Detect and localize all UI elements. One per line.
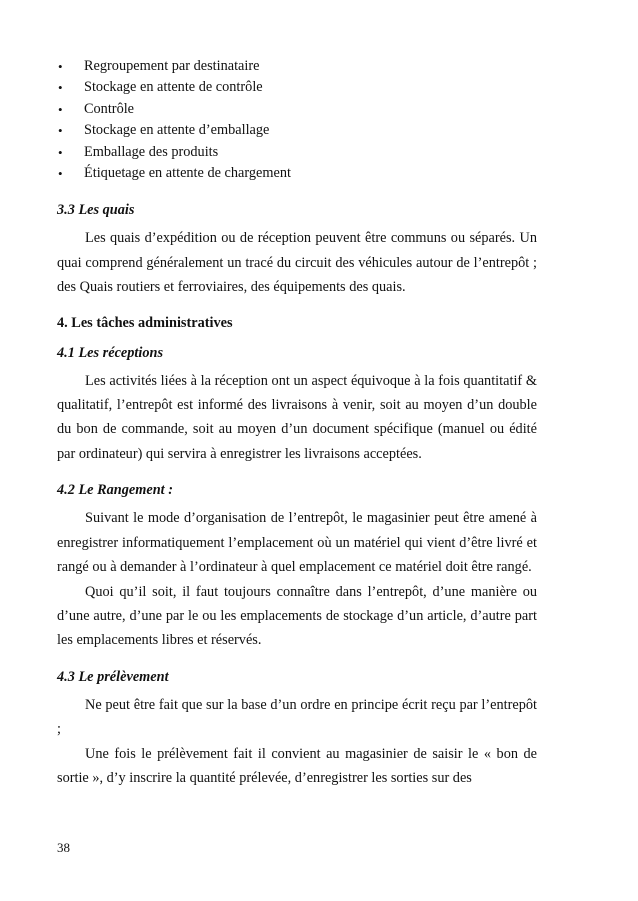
bullet-icon: • [58, 144, 63, 160]
heading-4: 4. Les tâches administratives [57, 314, 233, 331]
paragraph-quais: Les quais d’expédition ou de réception peuvent être communs ou séparés. Un quai comprend généralement un tracé du circuit des véhicules autour de l’entrepôt ; des Quais routiers et ferroviaires, des équipements des quais. [57, 230, 537, 296]
paragraph-rangement-2: Quoi qu’il soit, il faut toujours connaître dans l’entrepôt, d’une manière ou d’une autre, d’une par le ou les emplacements de stockage d’un article, d’autre part les emplacements libres et réservés. [57, 583, 537, 649]
paragraph-prelevement-2: Une fois le prélèvement fait il convient au magasinier de saisir le « bon de sortie », d’y inscrire la quantité prélevée, d’enregistrer les sorties sur des [57, 745, 537, 786]
list-item [57, 163, 537, 184]
page-content [57, 56, 537, 790]
bullet-icon: • [58, 59, 63, 74]
list-item [57, 77, 537, 98]
list-item [57, 56, 537, 77]
paragraph-rangement-1: Suivant le mode d’organisation de l’entrepôt, le magasinier peut être amené à enregistrer informatiquement l’emplacement où un matériel qui vient d’être livré et rangé ou à demander à l’ordinateur à quel emplacement ce matériel doit être rangé. [57, 510, 537, 576]
page-number: 38 [57, 840, 70, 855]
bullet-text: Emballage des produits [84, 143, 219, 160]
bullet-text: Stockage en attente d’emballage [84, 122, 270, 139]
list-item [57, 142, 537, 163]
bullet-text: Regroupement par destinataire [84, 58, 260, 74]
bullet-text: Contrôle [84, 100, 135, 117]
list-item [57, 99, 537, 120]
bullet-icon: • [58, 123, 63, 139]
paragraph-prelevement-1: Ne peut être fait que sur la base d’un ordre en principe écrit reçu par l’entrepôt ; [57, 696, 537, 738]
list-item [57, 120, 537, 141]
bullet-text: Stockage en attente de contrôle [84, 79, 263, 96]
bullet-icon: • [58, 80, 63, 96]
heading-4-2: 4.2 Le Rangement : [57, 482, 173, 499]
heading-4-1: 4.1 Les réceptions [57, 344, 164, 361]
paragraph-receptions: Les activités liées à la réception ont un aspect équivoque à la fois quantitatif & qualitatif, l’entrepôt est informé des livraisons à venir, soit au moyen d’un double du bon de commande, soit au moyen d’un document spécifique (manuel ou édité par ordinateur) qui servira à enregistrer les livraisons acceptées. [57, 372, 537, 462]
heading-4-3: 4.3 Le prélèvement [57, 668, 169, 685]
bullet-list [57, 56, 537, 184]
heading-3-3: 3.3 Les quais [57, 202, 135, 219]
bullet-icon: • [58, 101, 63, 117]
bullet-icon: • [58, 166, 63, 182]
bullet-text: Étiquetage en attente de chargement [84, 165, 291, 182]
